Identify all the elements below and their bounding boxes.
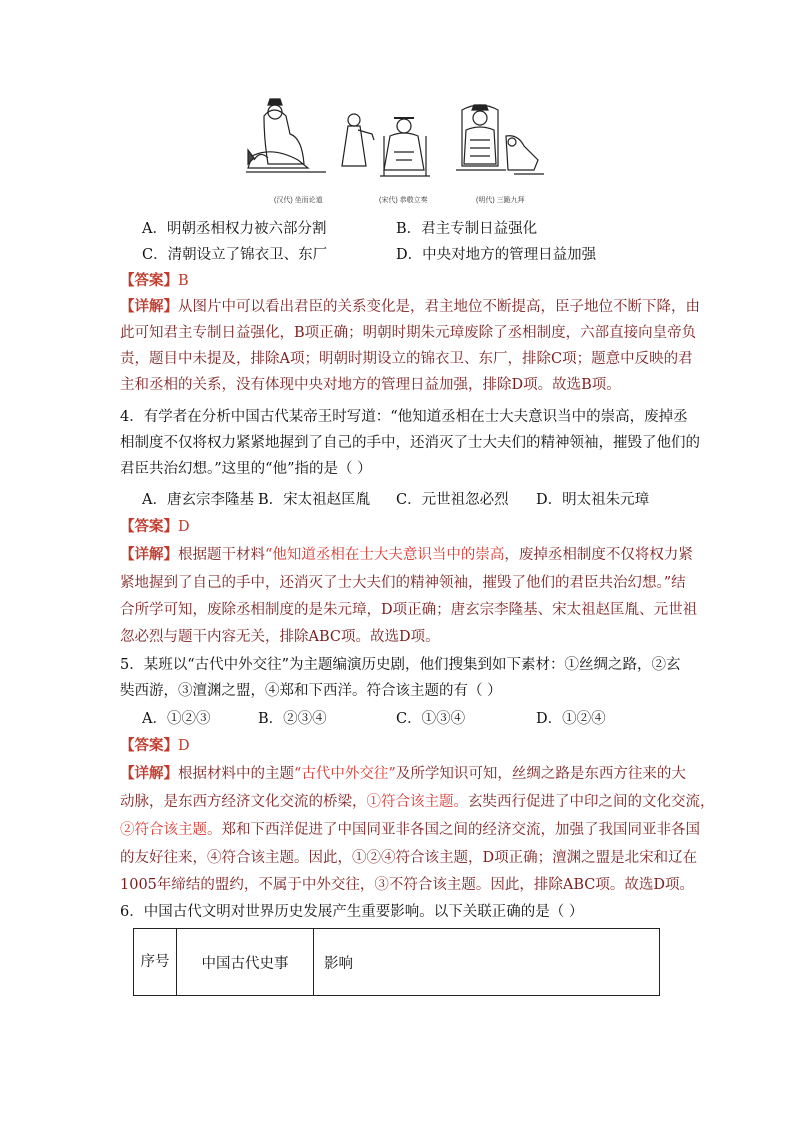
q3-option-d: D．中央对地方的管理日益加强 [396,247,597,263]
q4-explain-line-2: 紧地握到了自己的手中，还消灭了士大夫们的精神领袖，摧毁了他们的君臣共治幻想。”结 [120,575,686,591]
q4-option-a: A．唐玄宗李隆基 [142,492,254,508]
q3-option-c: C．清朝设立了锦衣卫、东厂 [142,247,328,263]
q4-stem-line-1: 4．有学者在分析中国古代某帝王时写道：“他知道丞相在士大夫意识当中的崇高，废掉丞 [120,409,688,425]
q5-explain-line-4: 的友好往来，④符合该主题。因此，①②④符合该主题，D项正确；澶渊之盟是北宋和辽在 [120,850,698,866]
q3-explain-line-3: 责，题目中未提及，排除A项；明朝时期设立的锦衣卫、东厂，排除C项；题意中反映的君 [120,351,693,367]
table-header-index: 序号 [134,929,177,996]
q5-option-a: A．①②③ [142,711,211,727]
explain-highlight: ②符合该主题。 [120,822,222,838]
q3-explain-line-4: 主和丞相的关系，没有体现中央对地方的管理日益加强，排除D项。故选B项。 [120,377,621,393]
caption-song: (宋代) 恭敬立奏 [379,197,428,204]
q5-explain-line-3 [120,821,700,839]
explain-text: 玄奘西行促进了中印之间的文化交流， [468,794,715,810]
answer-value: B [178,273,189,289]
answer-value: D [178,738,190,754]
caption-ming: (明代) 三跪九拜 [476,197,525,204]
q5-stem-line-1: 5．某班以“古代中外交往”为主题编演历史剧，他们搜集到如下素材：①丝绸之路，②玄 [120,657,681,673]
explain-text: 动脉，是东西方经济文化交流的桥梁， [120,794,367,810]
caption-han: (汉代) 坐而论道 [274,197,323,204]
q4-stem-line-2: 相制度不仅将权力紧紧地握到了自己的手中，还消灭了士大夫们的精神领袖，摧毁了他们的 [120,435,700,451]
answer-tag: 【答案】 [120,272,178,289]
explain-text: 及所学知识可知，丝绸之路是东西方往来的大 [395,766,686,782]
q4-explain-line-3: 合所学可知，废除丞相制度的是朱元璋，D项正确；唐玄宗李隆基、宋太祖赵匡胤、元世祖 [120,602,698,618]
ming-scene-figure [456,105,544,174]
q4-option-b: B．宋太祖赵匡胤 [258,492,371,508]
explain-text: ，废掉丞相制度不仅将权力紧 [504,547,693,563]
explain-quote: “他知道丞相在士大夫意识当中的崇高 [265,547,505,563]
q3-answer [120,272,680,290]
q5-answer [120,737,680,755]
q4-explain-line-4: 忽必烈与题干内容无关，排除ABC项。故选D项。 [120,629,440,645]
q5-option-b: B．②③④ [258,711,327,727]
explain-tag: 【详解】 [120,765,178,782]
explain-text: 郑和下西洋促进了中国同亚非各国之间的经济交流，加强了我国同亚非各国 [221,822,700,838]
q3-option-b: B．君主专制日益强化 [396,221,538,237]
explain-text: 根据材料中的主题 [178,766,294,782]
han-scene-figure [246,99,326,172]
explain-tag: 【详解】 [120,298,178,315]
answer-tag: 【答案】 [120,737,178,754]
table-header-row [134,929,660,996]
q3-explain-line-2: 此可知君主专制日益强化，B项正确；明朝时期朱元璋废除了丞相制度，六部直接向皇帝负 [120,325,697,341]
explain-quote: “古代中外交往” [294,766,396,782]
q5-explain-line-2 [120,793,715,811]
q3-option-a: A．明朝丞相权力被六部分割 [142,221,327,237]
q4-option-d: D．明太祖朱元璋 [536,492,650,508]
q5-option-c: C．①③④ [396,711,466,727]
history-illustration [244,96,552,208]
explain-text: 根据题干材料 [178,547,265,563]
q6-stem: 6．中国古代文明对世界历史发展产生重要影响。以下关联正确的是（ ） [120,904,584,920]
illustration-image [244,96,552,208]
answer-value: D [178,519,190,535]
explain-text: 从图片中可以看出君臣的关系变化是，君主地位不断提高，臣子地位不断下降，由 [178,299,700,315]
q4-explain-line-1 [120,546,693,564]
table-header-event: 中国古代史事 [177,929,314,996]
q5-explain-line-5: 1005年缔结的盟约，不属于中外交往，③不符合该主题。因此，排除ABC项。故选D项。 [120,877,695,893]
explain-highlight: ①符合该主题。 [366,794,468,810]
q6-table [133,928,660,996]
q4-answer [120,518,680,536]
table-header-impact: 影响 [314,929,660,996]
q5-explain-line-1 [120,765,686,783]
q5-option-d: D．①②④ [536,711,606,727]
explain-tag: 【详解】 [120,546,178,563]
q3-explain-line-1 [120,298,700,316]
q4-stem-line-3: 君臣共治幻想。”这里的“他”指的是（ ） [120,461,372,477]
q5-stem-line-2: 奘西游，③澶渊之盟，④郑和下西洋。符合该主题的有（ ） [120,683,502,699]
answer-tag: 【答案】 [120,518,178,535]
q4-option-c: C．元世祖忽必烈 [396,492,509,508]
song-scene-figure [342,114,430,176]
